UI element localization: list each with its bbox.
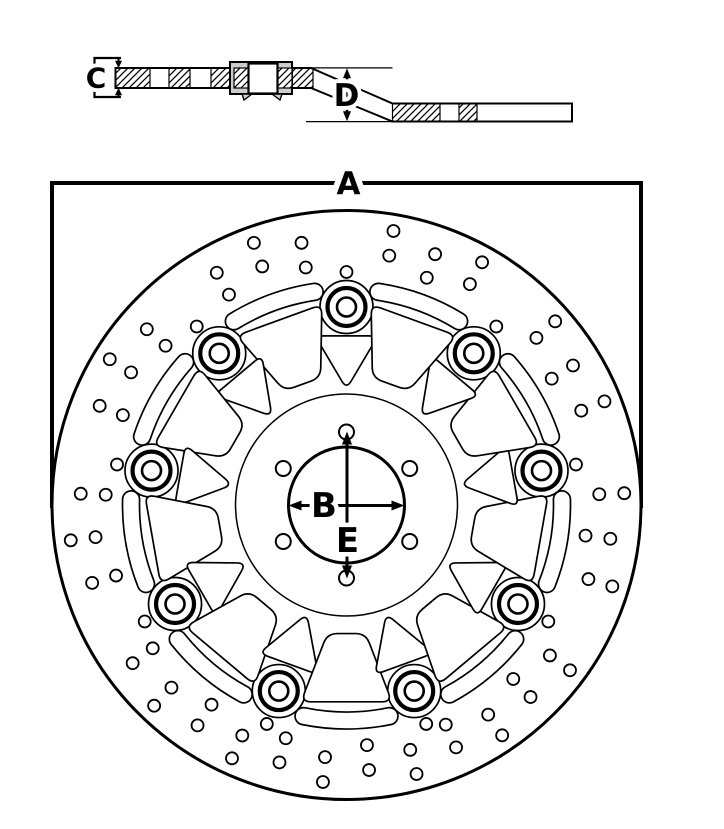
drilled-hole — [280, 732, 292, 744]
bolt-hole — [402, 461, 417, 476]
float-button-inner — [210, 344, 229, 363]
drilled-hole — [256, 260, 268, 272]
drilled-hole — [411, 768, 423, 780]
section-hatching — [116, 68, 478, 122]
drilled-hole — [593, 488, 605, 500]
drilled-hole — [65, 534, 77, 546]
drilled-hole — [147, 642, 159, 654]
bolt-hole — [276, 534, 291, 549]
hatch-segment — [278, 68, 293, 88]
hatch-segment — [116, 68, 151, 88]
drilled-hole — [575, 405, 587, 417]
drilled-hole — [110, 570, 122, 582]
float-button-inner — [269, 682, 288, 701]
drilled-hole — [567, 360, 579, 372]
float-button-inner — [405, 682, 424, 701]
drilled-hole — [341, 266, 353, 278]
drilled-hole — [236, 730, 248, 742]
drilled-hole — [111, 459, 123, 471]
drilled-hole — [618, 487, 630, 499]
dim-label-b: B — [311, 486, 337, 526]
dim-label-d: D — [333, 78, 360, 114]
drilled-hole — [300, 261, 312, 273]
float-button-inner — [508, 595, 527, 614]
drilled-hole — [90, 531, 102, 543]
dim-label-e: E — [335, 521, 360, 561]
float-button-inner — [532, 461, 551, 480]
drilled-hole — [226, 752, 238, 764]
drilled-hole — [544, 649, 556, 661]
drilled-hole — [148, 700, 160, 712]
drilled-hole — [100, 489, 112, 501]
cross-section-view — [86, 58, 572, 122]
drilled-hole — [273, 756, 285, 768]
drilled-hole — [598, 395, 610, 407]
drilled-hole — [404, 744, 416, 756]
drilled-hole — [363, 764, 375, 776]
drilled-hole — [361, 739, 373, 751]
drilled-hole — [139, 616, 151, 628]
drilled-hole — [248, 237, 260, 249]
hatch-segment — [393, 104, 441, 122]
drilled-hole — [141, 323, 153, 335]
float-button-inner — [142, 461, 161, 480]
bolt-hole — [276, 461, 291, 476]
drilled-hole — [261, 718, 273, 730]
drilled-hole — [75, 488, 87, 500]
drilled-hole — [564, 664, 576, 676]
drilled-hole — [464, 278, 476, 290]
button-clip-right — [272, 94, 282, 100]
drilled-hole — [450, 741, 462, 753]
drilled-hole — [165, 682, 177, 694]
drilled-hole — [490, 321, 502, 333]
drilled-hole — [546, 373, 558, 385]
drilled-hole — [317, 776, 329, 788]
drilled-hole — [604, 533, 616, 545]
button-clip-left — [242, 94, 252, 100]
drilled-hole — [191, 321, 203, 333]
drilled-hole — [525, 691, 537, 703]
drilled-hole — [421, 272, 433, 284]
drilled-hole — [387, 225, 399, 237]
drilled-hole — [606, 580, 618, 592]
dim-label-a: A — [336, 166, 361, 202]
drilled-hole — [542, 616, 554, 628]
drilled-hole — [127, 657, 139, 669]
drilled-hole — [104, 353, 116, 365]
drilled-hole — [530, 332, 542, 344]
drilled-hole — [440, 719, 452, 731]
drilled-hole — [582, 573, 594, 585]
drilled-hole — [319, 751, 331, 763]
drilled-hole — [476, 256, 488, 268]
hatch-segment — [234, 68, 249, 88]
arrowhead — [343, 68, 351, 78]
drilled-hole — [117, 409, 129, 421]
hatch-segment — [459, 104, 477, 122]
bolt-hole — [402, 534, 417, 549]
drilled-hole — [549, 315, 561, 327]
hatch-segment — [292, 68, 313, 88]
hatch-segment — [169, 68, 190, 88]
front-view — [52, 166, 641, 800]
dim-label-c: C — [85, 61, 107, 95]
drilled-hole — [223, 289, 235, 301]
drilled-hole — [192, 719, 204, 731]
drilled-hole — [160, 340, 172, 352]
drilled-hole — [206, 699, 218, 711]
drilled-hole — [86, 577, 98, 589]
rivet-section — [249, 64, 278, 94]
drilled-hole — [496, 729, 508, 741]
drilled-hole — [420, 718, 432, 730]
drilled-hole — [383, 250, 395, 262]
drilled-hole — [429, 248, 441, 260]
drilled-hole — [211, 267, 223, 279]
float-button-inner — [166, 595, 185, 614]
float-button-inner — [337, 298, 356, 317]
drilled-hole — [482, 709, 494, 721]
float-button-inner — [464, 344, 483, 363]
drilled-hole — [94, 400, 106, 412]
drilled-hole — [125, 366, 137, 378]
drilled-hole — [580, 530, 592, 542]
drilled-hole — [570, 459, 582, 471]
drilled-hole — [296, 237, 308, 249]
drilled-hole — [507, 673, 519, 685]
